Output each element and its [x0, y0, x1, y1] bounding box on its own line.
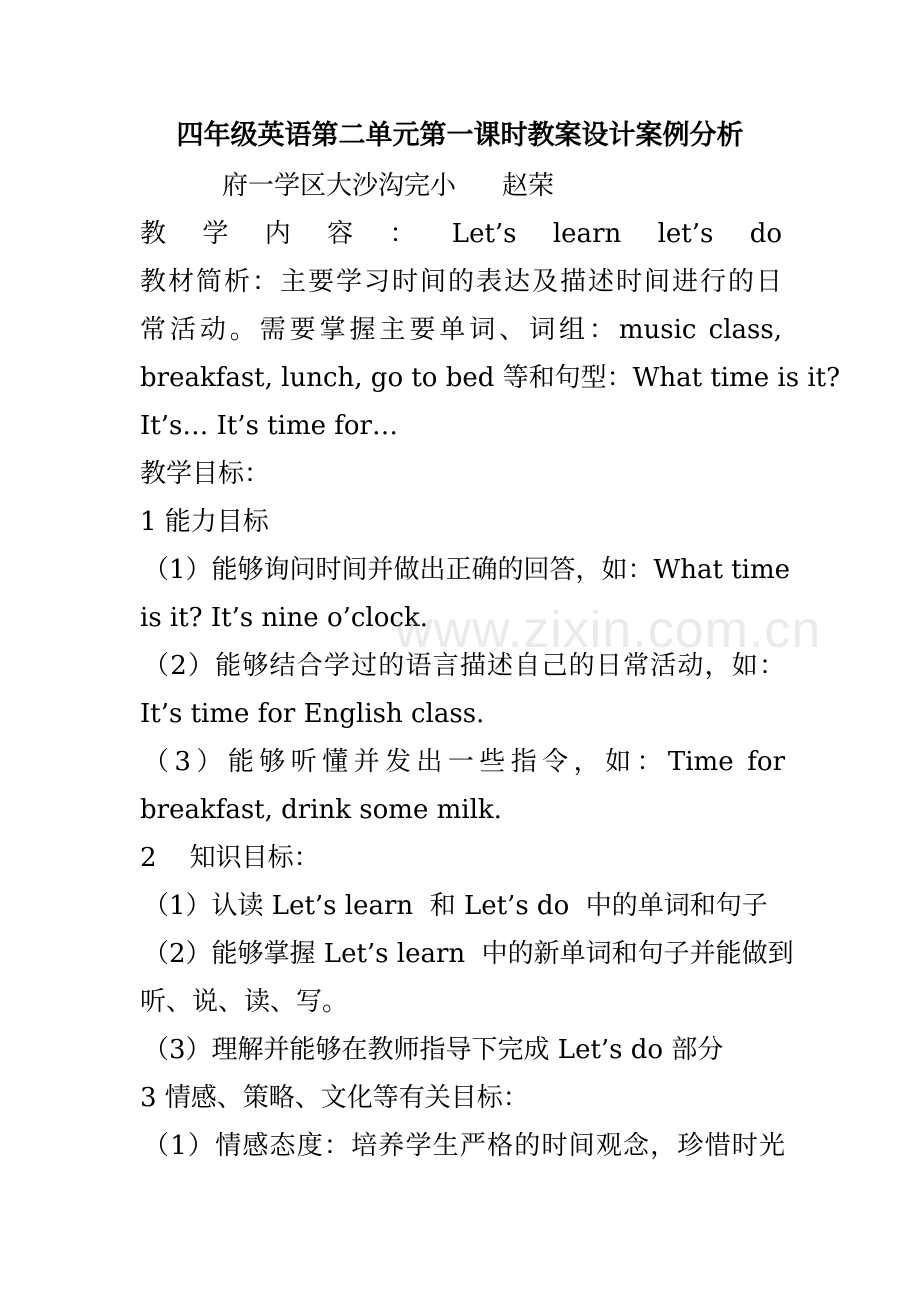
content-word: 内 — [264, 219, 291, 249]
content-word: let’s — [657, 219, 714, 249]
subsection-heading: 1 能力目标 — [140, 507, 269, 537]
text-line: breakfast, lunch, go to bed 等和句型：What time is it? — [140, 363, 841, 393]
content-word: ： — [389, 219, 416, 249]
text-line: 教材简析：主要学习时间的表达及描述时间进行的日 — [140, 267, 782, 297]
text-line: It’s… It’s time for… — [140, 411, 398, 441]
content-word: 容 — [327, 219, 354, 249]
list-item: （3）理解并能够在教师指导下完成 Let’s do 部分 — [143, 1035, 724, 1065]
text-line: 常活动。需要掌握主要单词、词组：music class, — [140, 315, 782, 345]
content-word: Let’s — [451, 219, 517, 249]
watermark: www.zixin.com.cn — [395, 601, 822, 659]
text-line: It’s time for English class. — [140, 699, 485, 729]
subsection-heading: 3 情感、策略、文化等有关目标： — [140, 1083, 529, 1113]
list-item: （1）认读 Let’s learn 和 Let’s do 中的单词和句子 — [143, 891, 768, 921]
section-heading: 教学目标： — [140, 459, 271, 489]
text-line: is it? It’s nine o’clock. — [140, 603, 428, 633]
teaching-content-line — [140, 217, 782, 251]
list-item: （2）能够掌握 Let’s learn 中的新单词和句子并能做到 — [143, 939, 794, 969]
text-line: 听、说、读、写。 — [140, 987, 349, 1017]
list-item: （3）能够听懂并发出一些指令，如：Time for — [143, 747, 785, 777]
author-school: 府一学区大沙沟完小 — [222, 171, 457, 201]
list-item: （2）能够结合学过的语言描述自己的日常活动，如： — [143, 651, 785, 681]
subsection-heading: 2 知识目标： — [140, 843, 320, 873]
list-item: （1）能够询问时间并做出正确的回答，如：What time — [143, 555, 791, 585]
text-line: breakfast, drink some milk. — [140, 795, 502, 825]
list-item: （1）情感态度：培养学生严格的时间观念，珍惜时光 — [143, 1131, 785, 1161]
author-line — [222, 169, 864, 203]
content-word: learn — [552, 219, 622, 249]
content-word: 学 — [202, 219, 229, 249]
content-word: do — [749, 219, 782, 249]
content-word: 教 — [140, 219, 167, 249]
author-name: 赵荣 — [502, 171, 555, 201]
document-title: 四年级英语第二单元第一课时教案设计案例分析 — [176, 120, 744, 151]
